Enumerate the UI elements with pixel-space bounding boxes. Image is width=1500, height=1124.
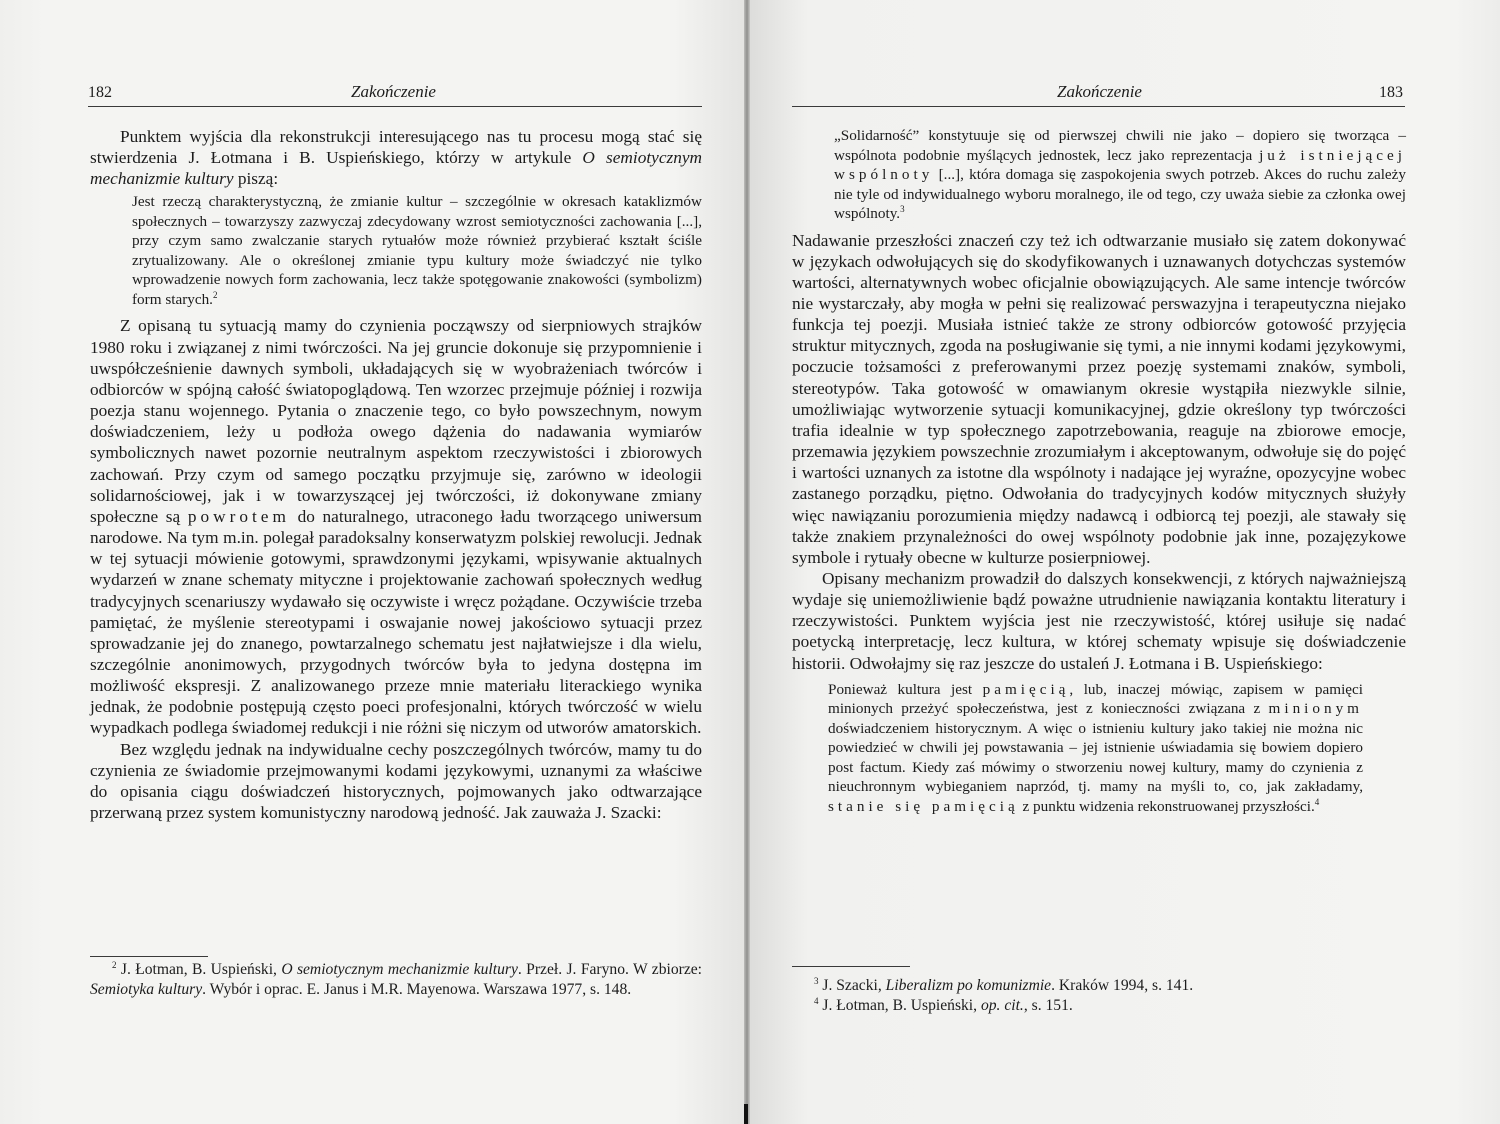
right-body-text xyxy=(792,126,1406,816)
spaced-emphasis: powrotem xyxy=(187,506,290,526)
right-footnotes xyxy=(792,966,1406,1015)
text-span: . Przeł. J. Faryno. W zbiorze: xyxy=(517,961,703,978)
footnote-rule xyxy=(90,956,208,957)
quote-text: Jest rzeczą charakterystyczną, że zmianie kultur – szczególnie w okresach kataklizmów społecznych – towarzyszy zazwyczaj zdecydowany wzrost semiotyczności zachowania [...], przy czym samo zwalczanie starych rytuałów może również przybierać kształt ściśle zrytualizowany. Ale o określonej zmianie typu kultury może świadczyć nie tylko wprowadzenie nowych form zachowania, lecz także spotęgowanie znakowości (symbolizm) form starych. xyxy=(132,193,702,308)
work-title: O semiotycznym mechanizmie kultury xyxy=(90,148,703,189)
left-body-text xyxy=(90,126,702,823)
page-number: 183 xyxy=(1379,84,1403,101)
text-span: do naturalnego, utraconego ładu tworzącego uniwersum narodowe. Na tym m.in. polegał paradoksalny konserwatyzm polskiej rewolucji. Jednak w tej sytuacji mówienie gotowymi, sprawdzonymi językami, wpisywanie aktualnych wydarzeń w znane schematy mityczne i projektowanie zachowań społecznych według tradycyjnych scenariuszy wydawało się oczywiste i wręcz pożądane. Oczywiście trzeba pamiętać, że myślenie stereotypami i oswajanie nowej jakościowo sytuacji przez sprowadzanie jej do znanego, powtarzalnego schematu jest najłatwiejsze i dla wielu, szczególnie anonimowych, przygodnych twórców była to jedyna dostępna im możliwość ekspresji. Z analizowanego przeze mnie materiału literackiego wynika jednak, że podobnie postępują często poeci profesjonalni, których twórczość w wielu wypadkach podlega świadomej redukcji i nie różni się niczym od utworów amatorskich. xyxy=(90,506,702,738)
block-quote xyxy=(834,126,1406,224)
right-page xyxy=(748,0,1500,1124)
text-span: Z opisaną tu sytuacją mamy do czynienia począwszy od sierpniowych strajków 1980 roku i związanej z nimi twórczości. Na jej gruncie dokonuje się przypomnienie i uwspółcześnienie dawnych symboli, układających się w wyobrażeniach twórców i odbiorców w spójną całość światopoglądową. Ten wzorzec przejmuje później i rozwija poezja stanu wojennego. Pytania o znaczenie tego, co było powszechnym, nowym doświadczeniem, leży u podłoża owego dążenia do nadawania wymiarów symbolicznych nawet pozornie neutralnym aspektom rzeczywistości i zbiorowych zachowań. Przy czym od samego początku przyjmuje się, zarówno w ideologii solidarnościowej, jak i w towarzyszącej jej twórczości, iż dokonywane zmiany społeczne są xyxy=(90,316,702,526)
footnote xyxy=(792,976,1406,996)
left-page-header xyxy=(88,80,702,107)
work-title: op. cit. xyxy=(980,996,1024,1014)
text-span: piszą: xyxy=(233,169,279,189)
footnote-number: 2 xyxy=(112,959,117,970)
footnote-number: 4 xyxy=(814,995,819,1006)
block-quote xyxy=(828,680,1363,817)
page-number: 182 xyxy=(88,84,112,101)
left-footnotes xyxy=(90,960,702,999)
quote-text: , lub, inaczej mówiąc, zapisem w pamięci minionych przeżyć społeczeństwa, jest z konieczności związana z xyxy=(828,680,1363,718)
work-title: O semiotycznym mechanizmie kultury xyxy=(281,961,518,978)
right-page-header xyxy=(792,80,1405,107)
text-span: , s. 151. xyxy=(1023,996,1073,1014)
paragraph: Opisany mechanizm prowadził do dalszych konsekwencji, z których najważniejszą wydaje się uniemożliwienie bądź poważne utrudnienie nawiązania kontaktu literatury i rzeczywistości. Punktem wyjścia jest nie rzeczywistość, której usiłuje się nadać poetycką interpretację, lecz kultura, w której schematy wpisuje się doświadczenie historii. Odwołajmy się raz jeszcze do ustaleń J. Łotmana i B. Uspieńskiego: xyxy=(792,569,1406,673)
quote-text: Ponieważ kultura jest xyxy=(828,680,983,698)
gutter-mark xyxy=(744,1104,748,1124)
paragraph: Nadawanie przeszłości znaczeń czy też ich odtwarzanie musiało się zatem dokonywać w językach odwołujących się do skodyfikowanych i uznawanych dotychczas systemów wartości, alternatywnych wobec oficjalnie obowiązujących. Ale same intencje twórców nie wystarczały, aby mogła w pełni się realizować perswazyjna i terapeutyczna niejako funkcja tej poezji. Musiała istnieć także ze strony odbiorców gotowość przyjęcia struktur mitycznych, zgoda na posługiwanie się tymi, a nie innymi kodami językowymi, poczucie tożsamości z preferowanymi przez poezję systemami znaków, symboli, stereotypów. Taka gotowość w omawianym okresie wystąpiła niezwykle silnie, umożliwiając wytworzenie sytuacji komunikacyjnej, gdzie określony typ twórczości trafia idealnie w typ społecznego zapotrzebowania, reaguje na zbiorowe emocje, przemawia językiem powszechnie zrozumiałym i akceptowanym, odwołuje się do pojęć i wartości uznanych za istotne dla wspólnoty i nadające jej wyraźne, opozycyjne wobec zastanego porządku, piętno. Odwołania do tradycyjnych kodów mitycznych służyły więc nawiązaniu porozumienia między nadawcą i odbiorcą tej poezji, ale stawały się także znakiem przynależności do owej wspólnoty podobnie jak inne, pozajęzykowe symbole i rytuały obecne w kulturze posierpniowej. xyxy=(792,230,1406,567)
work-title: Liberalizm po komunizmie xyxy=(885,977,1052,994)
text-span: . Kraków 1994, s. 141. xyxy=(1051,977,1194,994)
text-span: J. Łotman, B. Uspieński, xyxy=(818,996,981,1014)
work-title: Semiotyka kultury xyxy=(90,980,203,998)
text-span: . Wybór i oprac. E. Janus i M.R. Mayenowa. Warszawa 1977, s. 148. xyxy=(202,980,632,998)
quote-text: „Solidarność” konstytuuje się od pierwszej chwili nie jako – dopiero się tworząca – wspólnota podobnie myślących jednostek, lecz jako reprezentacja xyxy=(834,127,1406,164)
paragraph: Bez względu jednak na indywidualne cechy poszczególnych twórców, mamy tu do czynienia ze świadomie przejmowanymi kodami językowymi, uznanymi za właściwe do opisania ciągu doświadczeń historycznych, pojmowanych jako odtwarzające przerwaną przez system komunistyczny narodową jedność. Jak zauważa J. Szacki: xyxy=(90,739,702,823)
footnote xyxy=(90,960,702,999)
text-span: Punktem wyjścia dla rekonstrukcji interesującego nas tu procesu mogą stać się stwierdzenia J. Łotmana i B. Uspieńskiego, którzy w artykule xyxy=(90,127,702,168)
running-title: Zakończenie xyxy=(351,82,436,101)
footnote xyxy=(792,996,1406,1016)
spaced-emphasis: stanie się pamięcią xyxy=(828,797,1019,815)
footnote-marker: 4 xyxy=(1314,796,1320,807)
quote-text: z punktu widzenia rekonstruowanej przyszłości. xyxy=(1018,797,1315,815)
spaced-emphasis: już istniejącej wspólnoty xyxy=(834,146,1406,183)
block-quote xyxy=(132,192,702,309)
text-span: J. Szacki, xyxy=(818,977,886,994)
text-span: J. Łotman, B. Uspieński, xyxy=(116,961,282,978)
paragraph xyxy=(90,315,702,738)
footnote-marker: 3 xyxy=(900,203,905,214)
left-page xyxy=(0,0,748,1124)
quote-text: [...], która domaga się zaspokojenia swych potrzeb. Akces do ruchu zależy nie tyle od indywidualnego wyboru moralnego, ile od tego, czy uważa siebie za członka owej wspólnoty. xyxy=(834,166,1406,222)
book-gutter xyxy=(744,0,750,1124)
footnote-marker: 2 xyxy=(212,289,218,300)
running-title: Zakończenie xyxy=(1057,82,1142,101)
spaced-emphasis: pamięcią xyxy=(982,680,1070,698)
footnote-number: 3 xyxy=(814,975,819,986)
quote-text: doświadczeniem historycznym. A więc o istnieniu kultury jako takiej nie można nic powiedzieć w chwili jej powstawania – jej istnienie uświadamia się bowiem dopiero post factum. Kiedy zaś mówimy o stworzeniu nowej kultury, mamy do czynienia z nieuchronnym wybieganiem naprzód, tj. mamy na myśli to, co, jak zakładamy, xyxy=(828,719,1363,796)
spaced-emphasis: minionym xyxy=(1268,700,1363,718)
paragraph xyxy=(90,126,702,189)
